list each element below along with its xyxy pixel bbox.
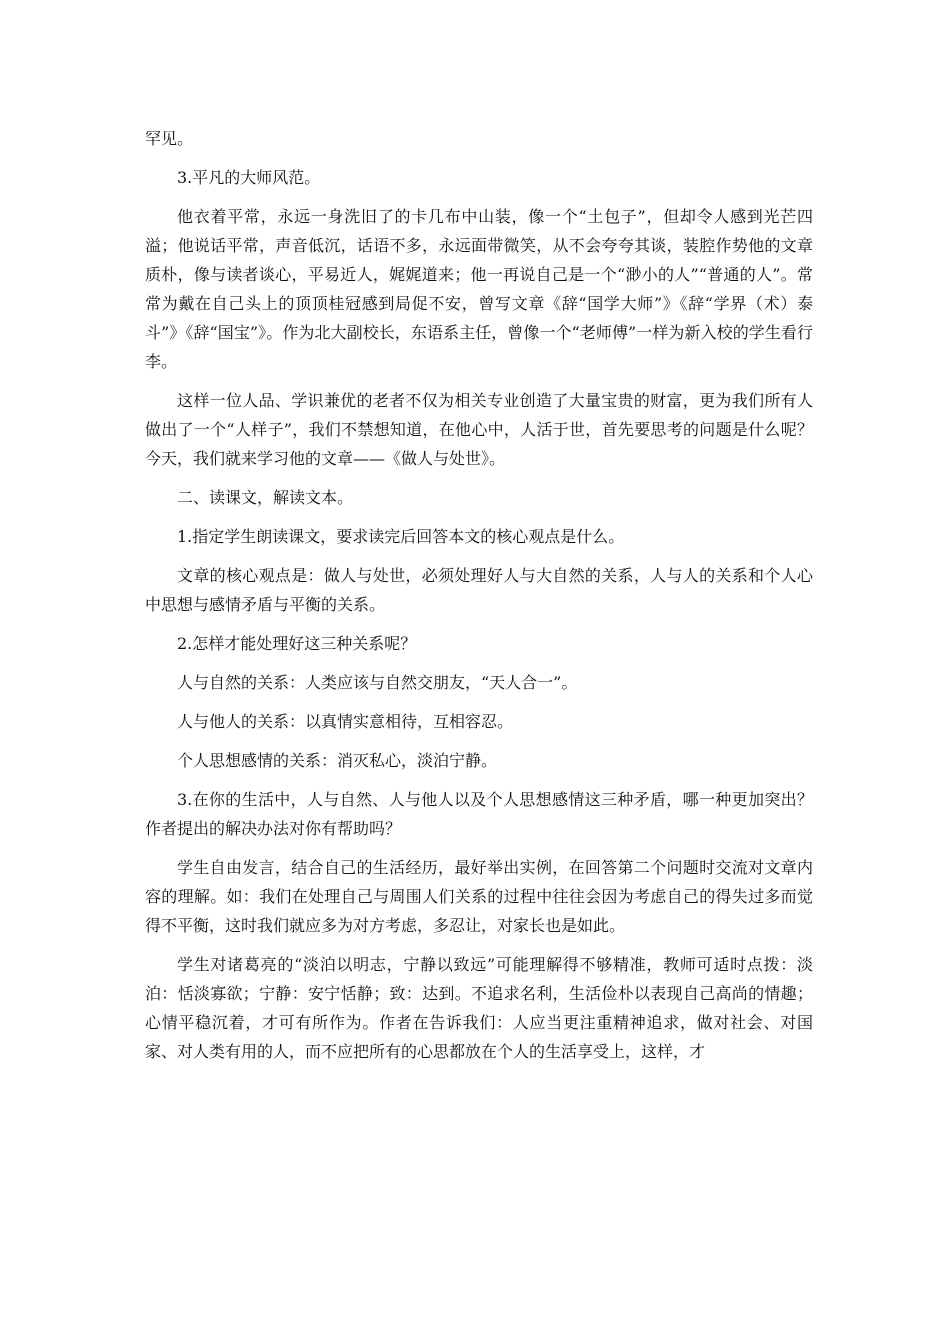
document-body xyxy=(145,124,813,1066)
paragraph-core-viewpoint: 文章的核心观点是：做人与处世，必须处理好人与大自然的关系，人与人的关系和个人心中思想与感情矛盾与平衡的关系。 xyxy=(145,566,813,614)
paragraph-teacher-guidance: 学生对诸葛亮的“淡泊以明志，宁静以致远”可能理解得不够精准，教师可适时点拨：淡泊：恬淡寡欲；宁静：安宁恬静；致：达到。不追求名利，生活俭朴以表现自己高尚的情趣；心情平稳沉着，才可有所作为。作者在告诉我们：人应当更注重精神追求，做对社会、对国家、对人类有用的人，而不应把所有的心思都放在个人的生活享受上，这样，才 xyxy=(145,955,813,1061)
paragraph-self-relation: 个人思想感情的关系：消灭私心，淡泊宁静。 xyxy=(177,751,498,770)
paragraph-question-1: 1.指定学生朗读课文，要求读完后回答本文的核心观点是什么。 xyxy=(177,527,625,546)
paragraph-continuation: 罕见。 xyxy=(145,129,194,148)
paragraph-question-3: 3.在你的生活中，人与自然、人与他人以及个人思想感情这三种矛盾，哪一种更加突出？作者提出的解决办法对你有帮助吗？ xyxy=(145,790,813,838)
paragraph-description: 他衣着平常，永远一身洗旧了的卡几布中山装，像一个“土包子”，但却令人感到光芒四溢；他说话平常，声音低沉，话语不多，永远面带微笑，从不会夸夸其谈，装腔作势他的文章质朴，像与读者谈心，平易近人，娓娓道来；他一再说自己是一个“渺小的人”“普通的人”。常常为戴在自己头上的顶顶桂冠感到局促不安，曾写文章《辞“国学大师”》《辞“学界（术）泰斗”》《辞“国宝”》。作为北大副校长，东语系主任，曾像一个“老师傅”一样为新入校的学生看行李。 xyxy=(145,207,813,371)
paragraph-question-2: 2.怎样才能处理好这三种关系呢？ xyxy=(177,634,417,653)
paragraph-student-discussion: 学生自由发言，结合自己的生活经历，最好举出实例，在回答第二个问题时交流对文章内容的理解。如：我们在处理自己与周围人们关系的过程中往往会因为考虑自己的得失过多而觉得不平衡，这时我们就应多为对方考虑，多忍让，对家长也是如此。 xyxy=(145,858,813,935)
paragraph-section-heading-3: 3.平凡的大师风范。 xyxy=(177,168,321,187)
paragraph-part-two-heading: 二、读课文，解读文本。 xyxy=(177,488,354,507)
paragraph-others-relation: 人与他人的关系：以真情实意相待，互相容忍。 xyxy=(177,712,514,731)
paragraph-nature-relation: 人与自然的关系：人类应该与自然交朋友，“天人合一”。 xyxy=(177,673,578,692)
paragraph-introduction: 这样一位人品、学识兼优的老者不仅为相关专业创造了大量宝贵的财富，更为我们所有人做出了一个“人样子”，我们不禁想知道，在他心中，人活于世，首先要思考的问题是什么呢？今天，我们就来学习他的文章——《做人与处世》。 xyxy=(145,391,813,468)
